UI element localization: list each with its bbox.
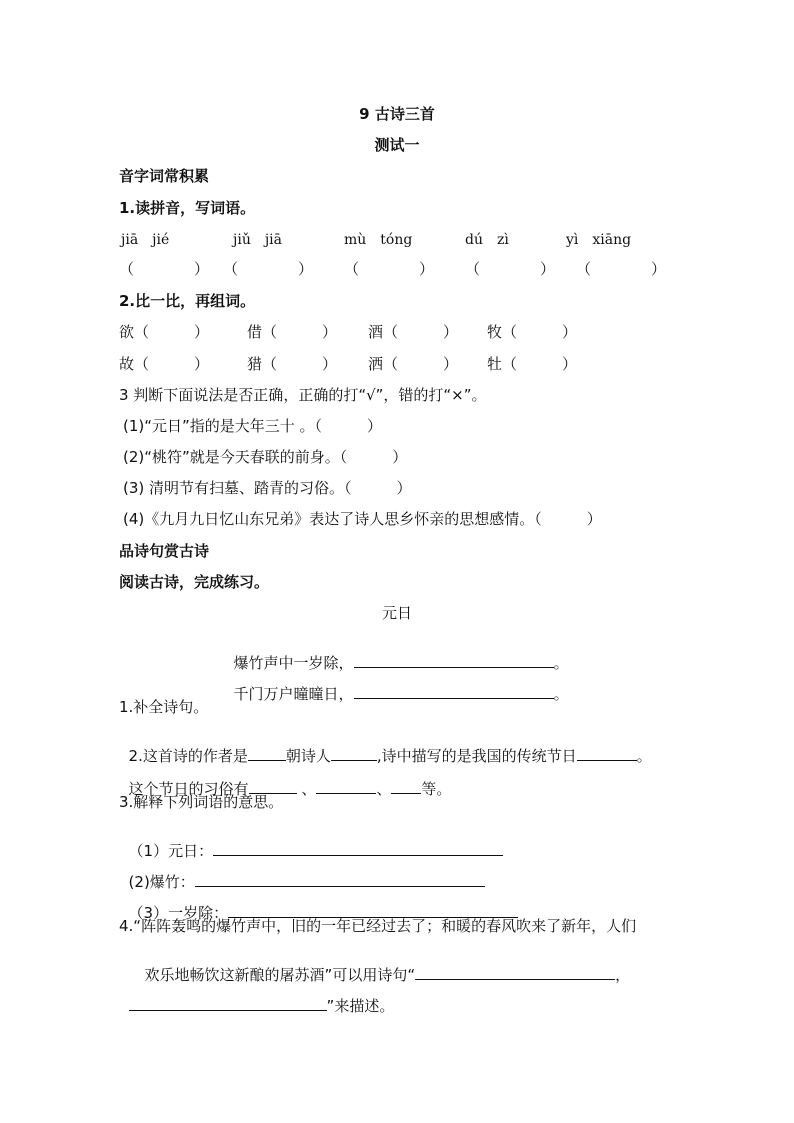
q2-text-h: 等。 xyxy=(421,780,452,798)
poem-line-2-end: 。 xyxy=(553,685,569,703)
poem-question-4-line3 xyxy=(119,977,394,1016)
q2-text-a: 2.这首诗的作者是 xyxy=(128,747,248,765)
poem-line-2 xyxy=(224,665,569,704)
pinyin-5: yì xiāng xyxy=(566,232,632,248)
q4-text-a: 欢乐地畅饮这新酿的屠苏酒”可以用诗句“ xyxy=(144,966,416,984)
question-2-label: 2.比一比，再组词。 xyxy=(119,292,256,310)
poem-line-1-text: 爆竹声中一岁除， xyxy=(233,654,354,672)
explain-item-3-label: （3）一岁除： xyxy=(128,904,229,922)
answer-blank-4[interactable]: （ ） xyxy=(465,260,556,278)
q2-text-d: 。 xyxy=(636,747,652,765)
explain-item-2-label: (2)爆竹： xyxy=(128,873,195,891)
q2-text-e: 这个节日的习俗有 xyxy=(128,780,249,798)
compare-row2-item3[interactable]: 洒（ ） xyxy=(368,355,459,373)
answer-blank-5[interactable]: （ ） xyxy=(576,260,667,278)
reading-instruction: 阅读古诗，完成练习。 xyxy=(119,573,270,591)
q2-text-b: 朝诗人 xyxy=(285,747,331,765)
judge-item-3[interactable]: (3) 清明节有扫墓、踏青的习俗。（ ） xyxy=(123,479,412,497)
compare-row2-item4[interactable]: 牡（ ） xyxy=(487,355,578,373)
q4-blank-1[interactable] xyxy=(415,965,615,980)
q4-text-b: ， xyxy=(615,966,631,984)
question-1-label: 1.读拼音，写词语。 xyxy=(119,199,256,217)
answer-blank-3[interactable]: （ ） xyxy=(344,260,435,278)
poem-question-1: 1.补全诗句。 xyxy=(119,698,209,716)
poem-line-2-blank[interactable] xyxy=(354,684,554,699)
pinyin-1: jiā jié xyxy=(121,232,170,248)
poem-title: 元日 xyxy=(381,604,412,622)
q4-blank-2[interactable] xyxy=(129,996,327,1011)
answer-blank-2[interactable]: （ ） xyxy=(223,260,314,278)
page-title: 9 古诗三首 xyxy=(359,105,435,123)
compare-row2-item2[interactable]: 猎（ ） xyxy=(247,355,338,373)
q4-text-c: ”来描述。 xyxy=(326,997,395,1015)
poem-line-2-text: 千门万户曈曈日， xyxy=(233,685,354,703)
poem-line-1-end: 。 xyxy=(553,654,569,672)
poem-question-4-line1: 4.“阵阵轰鸣的爆竹声中，旧的一年已经过去了；和暖的春风吹来了新年，人们 xyxy=(119,917,637,935)
q2-blank-custom-3[interactable] xyxy=(391,779,421,794)
q2-text-g: 、 xyxy=(376,780,392,798)
q2-blank-poet[interactable] xyxy=(331,746,377,761)
pinyin-3: mù tóng xyxy=(344,232,413,248)
q2-text-c: ,诗中描写的是我国的传统节日 xyxy=(376,747,577,765)
pinyin-4: dú zì xyxy=(465,232,509,248)
q2-blank-festival[interactable] xyxy=(577,746,637,761)
judge-item-1[interactable]: (1)“元日”指的是大年三十 。（ ） xyxy=(123,417,383,435)
q2-blank-custom-2[interactable] xyxy=(316,779,376,794)
answer-blank-1[interactable]: （ ） xyxy=(119,260,210,278)
judge-item-4[interactable]: (4)《九月九日忆山东兄弟》表达了诗人思乡怀亲的思想感情。（ ） xyxy=(123,510,602,528)
compare-row1-item4[interactable]: 牧（ ） xyxy=(487,323,578,341)
explain-item-1-label: （1）元日： xyxy=(128,842,214,860)
compare-row2-item1[interactable]: 故（ ） xyxy=(119,355,210,373)
section-heading-vocab: 音字词常积累 xyxy=(119,167,210,185)
question-3-label: 3 判断下面说法是否正确，正确的打“√”，错的打“×”。 xyxy=(119,386,487,404)
pinyin-2: jiǔ jiā xyxy=(233,232,282,248)
q2-blank-dynasty[interactable] xyxy=(248,746,286,761)
judge-item-2[interactable]: (2)“桃符”就是今天春联的前身。（ ） xyxy=(123,448,408,466)
compare-row1-item3[interactable]: 酒（ ） xyxy=(368,323,459,341)
poem-question-3: 3.解释下列词语的意思。 xyxy=(119,793,284,811)
page-subtitle: 测试一 xyxy=(374,136,420,154)
q2-text-f: 、 xyxy=(296,780,317,798)
compare-row1-item2[interactable]: 借（ ） xyxy=(247,323,338,341)
compare-row1-item1[interactable]: 欲（ ） xyxy=(119,323,210,341)
section-heading-poetry: 品诗句赏古诗 xyxy=(119,542,210,560)
